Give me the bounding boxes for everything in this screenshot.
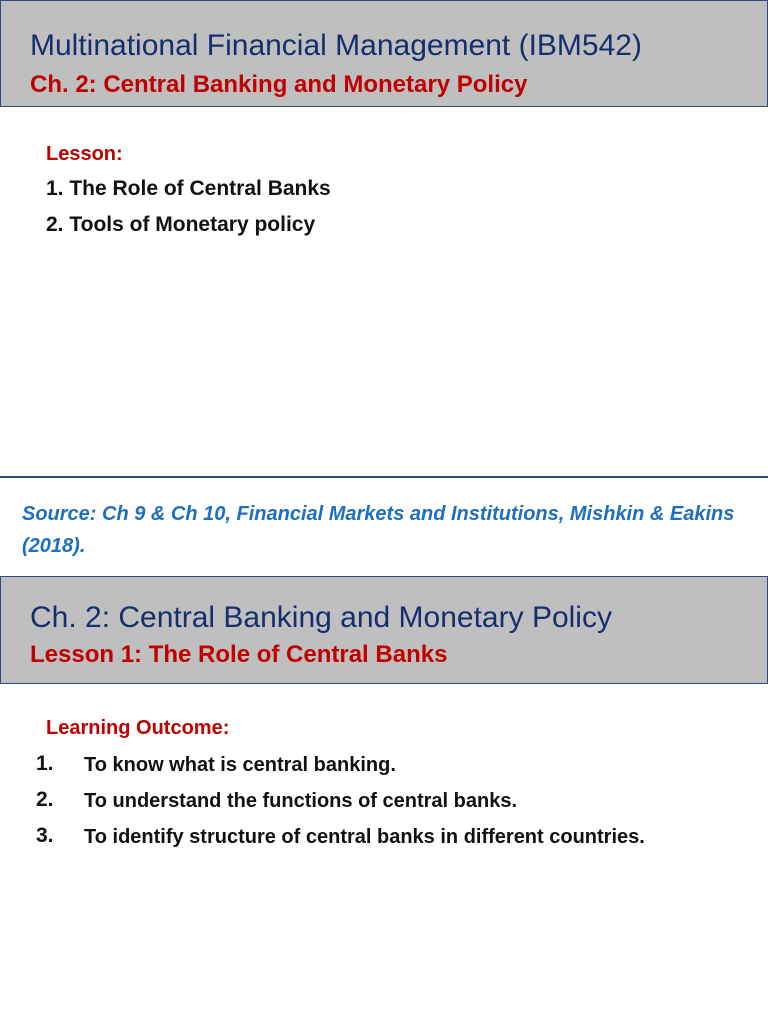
lesson-item: 1. The Role of Central Banks	[46, 177, 331, 200]
outcome-text: To identify structure of central banks in different countries.	[84, 826, 645, 848]
slide-divider	[0, 476, 768, 478]
lesson-label: Lesson:	[46, 143, 123, 165]
outcome-text: To understand the functions of central banks.	[84, 790, 517, 812]
lesson-title: Lesson 1: The Role of Central Banks	[30, 641, 448, 668]
chapter-title: Ch. 2: Central Banking and Monetary Policy	[30, 601, 612, 634]
source-citation: Source: Ch 9 & Ch 10, Financial Markets and Institutions, Mishkin & Eakins (2018).	[22, 503, 735, 557]
course-title: Multinational Financial Management (IBM542)	[30, 29, 642, 62]
slide-2-header	[0, 576, 768, 684]
outcome-text: To know what is central banking.	[84, 754, 396, 776]
slide-1-header	[0, 0, 768, 107]
slide-2	[0, 576, 768, 1024]
chapter-title: Ch. 2: Central Banking and Monetary Policy	[30, 71, 528, 98]
lesson-item: 2. Tools of Monetary policy	[46, 213, 316, 236]
learning-outcome-label: Learning Outcome:	[46, 717, 230, 739]
outcome-number: 1.	[36, 752, 54, 775]
outcome-number: 3.	[36, 824, 54, 847]
outcome-number: 2.	[36, 788, 54, 811]
slide-1	[0, 0, 768, 476]
